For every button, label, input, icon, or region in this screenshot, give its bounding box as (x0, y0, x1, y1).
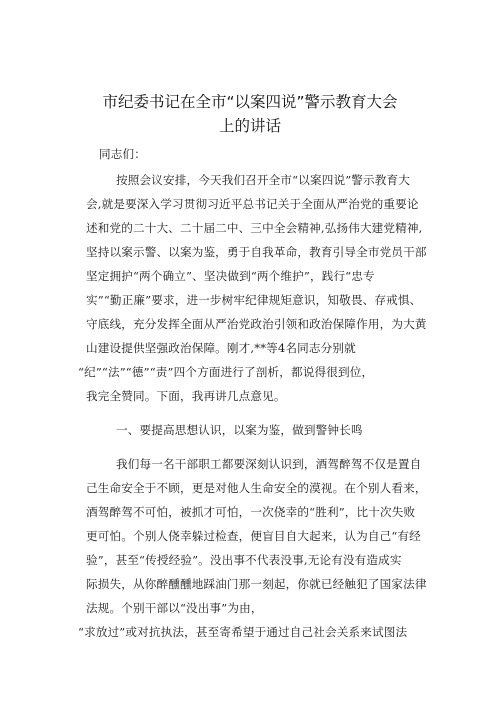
paragraph-line: 坚定拥护“两个确立”、坚决做到“两个维护”，践行“忠专 (86, 269, 375, 283)
greeting: 同志们： (99, 147, 146, 161)
paragraph-line: 我们每一名干部职工都要深刻认识到，酒驾醉驾不仅是置自 (116, 457, 422, 471)
paragraph-line: 更可怕。个别人侥幸躲过检查，便盲目自大起来，认为自己“有经 (86, 529, 421, 543)
paragraph-line: 酒驾醉驾不可怕，被抓才可怕，一次侥幸的“胜利”，比十次失败 (86, 505, 416, 519)
paragraph-line: “求放过”或对抗执法，甚至寄希望于通过自己社会关系来试图法 (78, 625, 408, 639)
document-title-line-2: 上的讲话 (218, 117, 281, 135)
paragraph-line: 实”“勤正廉”要求，进一步树牢纪律规矩意识，知敬畏、存戒惧、 (86, 293, 422, 307)
paragraph-line: 坚持以案示警、以案为鉴，勇于自我革命，教育引导全市党员干部 (86, 245, 427, 259)
document-title-line-1: 市纪委书记在全市“以案四说”警示教育大会 (102, 93, 398, 111)
paragraph-line: 守底线，充分发挥全面从严治党政治引领和政治保障作用，为大黄 (86, 317, 427, 331)
paragraph-line: 按照会议安排，今天我们召开全市“以案四说”警示教育大 (116, 173, 411, 187)
section-heading: 一、要提高思想认识，以案为鉴，做到警钟长鸣 (116, 423, 363, 437)
paragraph-line: 我完全赞同。下面，我再讲几点意见。 (86, 389, 286, 403)
paragraph-line: 山建设提供坚强政治保障。刚才,**等4名同志分别就 (86, 341, 356, 355)
paragraph-line: 述和党的二十大、二十届二中、三中全会精神,弘扬伟大建党精神, (86, 221, 423, 235)
paragraph-line: 验”，甚至“传授经验”。没出事不代表没事,无论有没有造成实 (86, 553, 402, 567)
paragraph-line: 法规。个别干部以“没出事”为由， (86, 601, 263, 615)
paragraph-line: 会,就是要深入学习贯彻习近平总书记关于全面从严治党的重要论 (86, 197, 419, 211)
paragraph-line: “纪”“法”“德”“责”四个方面进行了剖析，都说得很到位， (78, 365, 374, 379)
paragraph-line: 际损失，从你醉醺醺地踩油门那一刻起，你就已经触犯了国家法律 (86, 577, 427, 591)
paragraph-line: 己生命安全于不顾，更是对他人生命安全的漠视。在个别人看来， (86, 481, 427, 495)
